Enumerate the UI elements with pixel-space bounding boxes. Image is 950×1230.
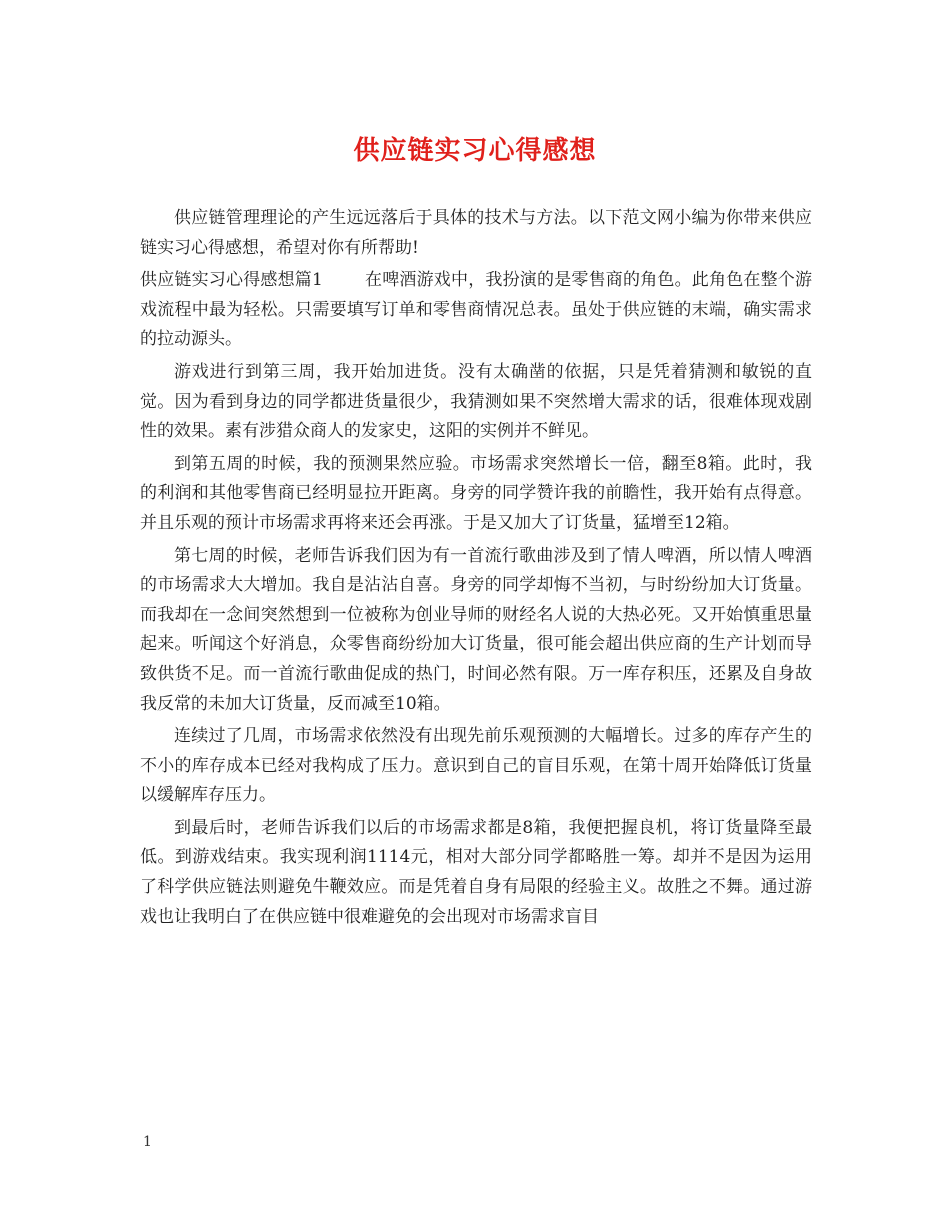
intro-paragraph: 供应链管理理论的产生远远落后于具体的技术与方法。以下范文网小编为你带来供应链实习心得感想，希望对你有所帮助! xyxy=(140,208,812,258)
document-body xyxy=(140,204,812,935)
body-paragraph: 到第五周的时候，我的预测果然应验。市场需求突然增长一倍，翻至8箱。此时，我的利润和其他零售商已经明显拉开距离。身旁的同学赞许我的前瞻性，我开始有点得意。并且乐观的预计市场需求再将来还会再涨。于是又加大了订货量，猛增至12箱。 xyxy=(140,453,812,533)
body-paragraph: 到最后时，老师告诉我们以后的市场需求都是8箱，我便把握良机，将订货量降至最低。到游戏结束。我实现利润1114元，相对大部分同学都略胜一筹。却并不是因为运用了科学供应链法则避免牛鞭效应。而是凭着自身有局限的经验主义。故胜之不舞。通过游戏也让我明白了在供应链中很难避免的会出现对市场需求盲目 xyxy=(140,817,812,927)
document-title: 供应链实习心得感想 xyxy=(353,136,597,166)
body-paragraph: 连续过了几周，市场需求依然没有出现先前乐观预测的大幅增长。过多的库存产生的不小的库存成本已经对我构成了压力。意识到自己的盲目乐观，在第十周开始降低订货量以缓解库存压力。 xyxy=(140,726,812,806)
page-number: 1 xyxy=(143,1134,152,1150)
body-paragraph: 第七周的时候，老师告诉我们因为有一首流行歌曲涉及到了情人啤酒，所以情人啤酒的市场需求大大增加。我自是沾沾自喜。身旁的同学却悔不当初，与时纷纷加大订货量。而我却在一念间突然想到一位被称为创业导师的财经名人说的大热必死。又开始慎重思量起来。听闻这个好消息，众零售商纷纷加大订货量，很可能会超出供应商的生产计划而导致供货不足。而一首流行歌曲促成的热门，时间必然有限。万一库存积压，还累及自身故我反常的未加大订货量，反而减至10箱。 xyxy=(140,545,812,714)
section-heading: 供应链实习心得感想篇1 xyxy=(140,270,323,291)
body-paragraph: 游戏进行到第三周，我开始加进货。没有太确凿的依据，只是凭着猜测和敏锐的直觉。因为看到身边的同学都进货量很少，我猜测如果不突然增大需求的话，很难体现戏剧性的效果。素有涉猎众商人的发家史，这阳的实例并不鲜见。 xyxy=(140,361,812,442)
section-first-text: 在啤酒游戏中，我扮演的是零售商的角色。此角色在整个游戏流程中最为轻松。只需要填写订单和零售商情况总表。虽处于供应链的末端，确实需求的拉动源头。 xyxy=(140,270,812,350)
section-paragraph xyxy=(140,266,812,355)
